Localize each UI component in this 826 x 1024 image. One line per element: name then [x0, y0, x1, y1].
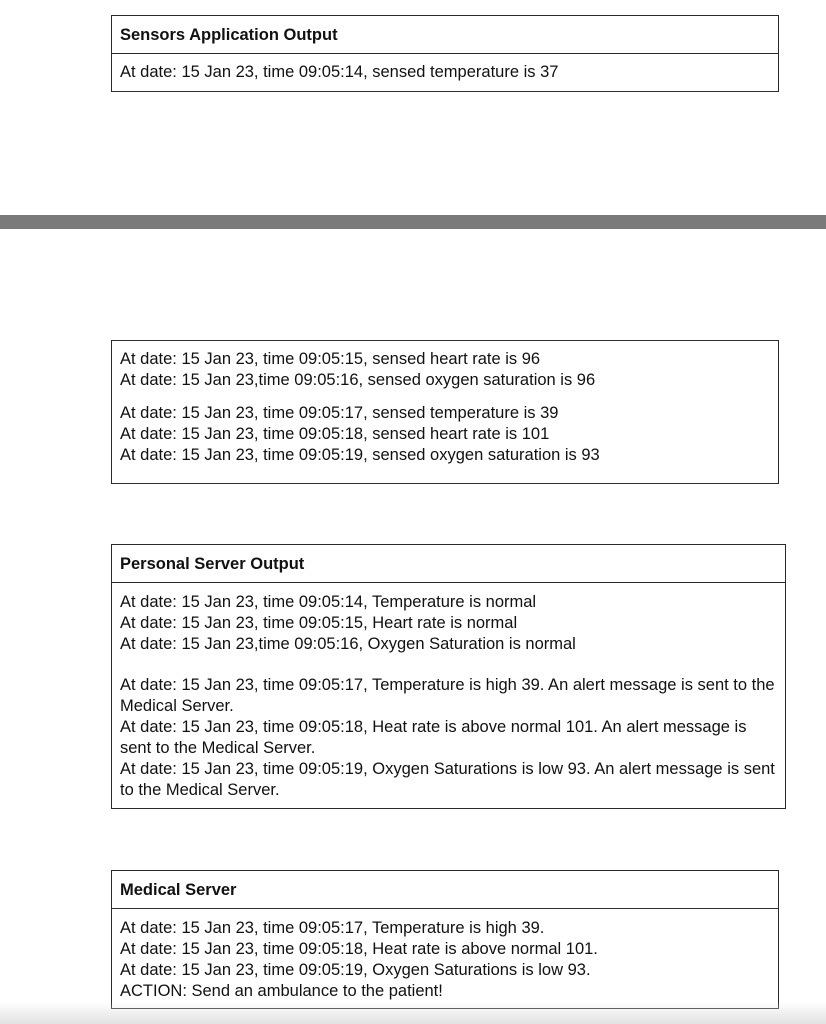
- personal-server-alert: At date: 15 Jan 23, time 09:05:19, Oxygen Saturations is low 93. An alert message is sent to the Medical Server.: [120, 760, 775, 799]
- sensors-line: At date: 15 Jan 23, time 09:05:14, sensed temperature is 37: [120, 63, 559, 81]
- sensors-continued-line: At date: 15 Jan 23, time 09:05:19, sensed oxygen saturation is 93: [120, 446, 600, 464]
- personal-server-box: [111, 544, 786, 809]
- page-break-divider: [0, 215, 826, 229]
- medical-server-line: At date: 15 Jan 23, time 09:05:17, Temperature is high 39.: [120, 919, 545, 937]
- medical-server-line: At date: 15 Jan 23, time 09:05:19, Oxygen Saturations is low 93.: [120, 961, 591, 979]
- personal-server-line: At date: 15 Jan 23, time 09:05:15, Heart rate is normal: [120, 614, 518, 632]
- sensors-continued-line: At date: 15 Jan 23, time 09:05:18, sensed heart rate is 101: [120, 425, 550, 443]
- sensors-continued-line: At date: 15 Jan 23, time 09:05:17, sensed temperature is 39: [120, 404, 559, 422]
- sensors-output-box: [111, 15, 779, 92]
- personal-server-line: At date: 15 Jan 23,time 09:05:16, Oxygen Saturation is normal: [120, 635, 576, 653]
- personal-server-alert: At date: 15 Jan 23, time 09:05:17, Temperature is high 39. An alert message is sent to the Medical Server.: [120, 676, 775, 715]
- medical-server-action: ACTION: Send an ambulance to the patient!: [120, 982, 443, 1000]
- medical-server-box: [111, 870, 779, 1009]
- personal-server-alert: At date: 15 Jan 23, time 09:05:18, Heat rate is above normal 101. An alert message is sent to the Medical Server.: [120, 718, 747, 757]
- personal-server-line: At date: 15 Jan 23, time 09:05:14, Temperature is normal: [120, 593, 537, 611]
- medical-server-title: Medical Server: [112, 871, 778, 909]
- personal-server-title: Personal Server Output: [112, 545, 785, 583]
- sensors-continued-box: [111, 340, 779, 484]
- sensors-output-title: Sensors Application Output: [112, 16, 778, 54]
- sensors-continued-line: At date: 15 Jan 23, time 09:05:15, sensed heart rate is 96: [120, 350, 541, 368]
- medical-server-line: At date: 15 Jan 23, time 09:05:18, Heat rate is above normal 101.: [120, 940, 598, 958]
- sensors-continued-line: At date: 15 Jan 23,time 09:05:16, sensed oxygen saturation is 96: [120, 371, 596, 389]
